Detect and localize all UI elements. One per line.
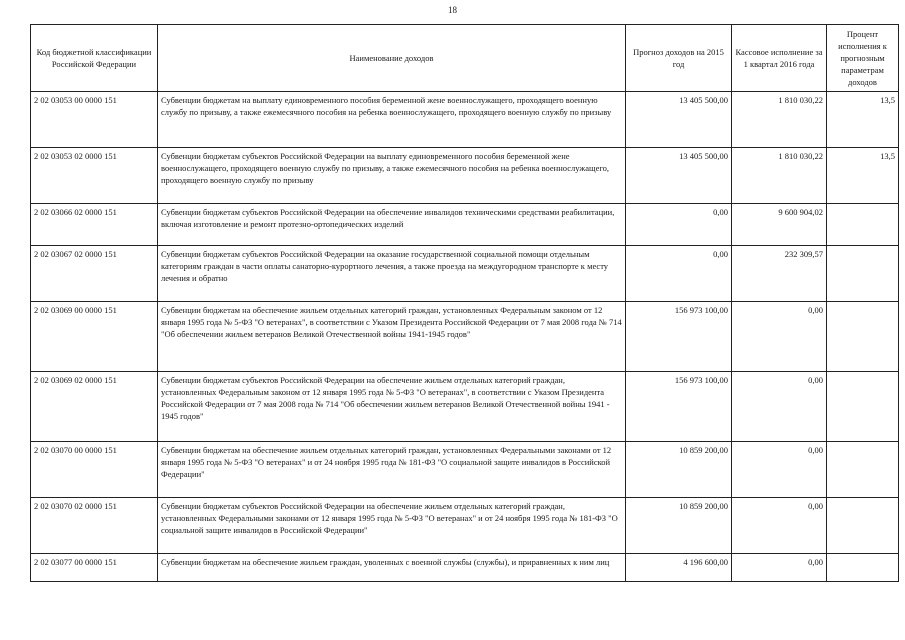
row-forecast: 10 859 200,00: [626, 442, 732, 498]
row-forecast: 13 405 500,00: [626, 148, 732, 204]
table-row: [31, 204, 899, 246]
table-row: [31, 246, 899, 302]
row-name: Субвенции бюджетам на обеспечение жильем граждан, уволенных с военной службы (службы), и приравненных к ним лиц: [158, 554, 626, 582]
table-row: [31, 498, 899, 554]
row-execution: 232 309,57: [732, 246, 827, 302]
row-execution: 9 600 904,02: [732, 204, 827, 246]
header-forecast: Прогноз доходов на 2015 год: [626, 25, 732, 92]
table-row: [31, 554, 899, 582]
row-forecast: 10 859 200,00: [626, 498, 732, 554]
table-row: [31, 372, 899, 442]
row-forecast: 13 405 500,00: [626, 92, 732, 148]
table-row: [31, 302, 899, 372]
row-execution: 1 810 030,22: [732, 92, 827, 148]
row-code: 2 02 03070 00 0000 151: [31, 442, 158, 498]
row-name: Субвенции бюджетам субъектов Российской Федерации на обеспечение жильем отдельных категорий граждан, установленных Федеральным законом от 12 января 1995 года № 5-ФЗ "О ветеранах", в соответствии с Указом Президента Российской Федерации от 7 мая 2008 года № 714 "Об обеспечении жильем ветеранов Великой Отечественной войны 1941 - 1945 годов": [158, 372, 626, 442]
row-forecast: 0,00: [626, 204, 732, 246]
row-code: 2 02 03053 00 0000 151: [31, 92, 158, 148]
row-forecast: 4 196 600,00: [626, 554, 732, 582]
row-percent: [827, 442, 899, 498]
row-name: Субвенции бюджетам на обеспечение жильем отдельных категорий граждан, установленных Федеральными законами от 12 января 1995 года № 5-ФЗ "О ветеранах" и от 24 ноября 1995 года № 181-ФЗ "О социальной защите инвалидов в Российской Федерации": [158, 442, 626, 498]
row-execution: 0,00: [732, 554, 827, 582]
row-name: Субвенции бюджетам субъектов Российской Федерации на обеспечение инвалидов техническими средствами реабилитации, включая изготовление и ремонт протезно-ортопедических изделий: [158, 204, 626, 246]
row-code: 2 02 03053 02 0000 151: [31, 148, 158, 204]
row-forecast: 156 973 100,00: [626, 372, 732, 442]
row-percent: [827, 498, 899, 554]
row-name: Субвенции бюджетам субъектов Российской Федерации на выплату единовременного пособия беременной жене военнослужащего, проходящего военную службу по призыву, а также ежемесячного пособия на ребенка военнослужащего, проходящего военную службу по призыву: [158, 148, 626, 204]
row-name: Субвенции бюджетам на выплату единовременного пособия беременной жене военнослужащего, проходящего военную службу по призыву, а также ежемесячного пособия на ребенка военнослужащего, проходящего военную службу по призыву: [158, 92, 626, 148]
row-code: 2 02 03069 02 0000 151: [31, 372, 158, 442]
row-percent: [827, 372, 899, 442]
row-code: 2 02 03077 00 0000 151: [31, 554, 158, 582]
row-percent: 13,5: [827, 92, 899, 148]
row-code: 2 02 03070 02 0000 151: [31, 498, 158, 554]
row-percent: 13,5: [827, 148, 899, 204]
row-name: Субвенции бюджетам субъектов Российской Федерации на оказание государственной социальной помощи отдельным категориям граждан в части оплаты санаторно-курортного лечения, а также проезда на междугородном транспорте к месту лечения и обратно: [158, 246, 626, 302]
row-execution: 0,00: [732, 498, 827, 554]
row-percent: [827, 246, 899, 302]
table-row: [31, 92, 899, 148]
header-execution: Кассовое исполнение за 1 квартал 2016 года: [732, 25, 827, 92]
row-forecast: 156 973 100,00: [626, 302, 732, 372]
row-percent: [827, 554, 899, 582]
page-number: 18: [448, 5, 457, 15]
header-code: Код бюджетной классификации Российской Федерации: [31, 25, 158, 92]
row-code: 2 02 03066 02 0000 151: [31, 204, 158, 246]
row-percent: [827, 204, 899, 246]
row-percent: [827, 302, 899, 372]
row-code: 2 02 03069 00 0000 151: [31, 302, 158, 372]
row-forecast: 0,00: [626, 246, 732, 302]
row-execution: 0,00: [732, 372, 827, 442]
row-execution: 1 810 030,22: [732, 148, 827, 204]
row-name: Субвенции бюджетам субъектов Российской Федерации на обеспечение жильем отдельных категорий граждан, установленных Федеральными законами от 12 января 1995 года № 5-ФЗ "О ветеранах" и от 24 ноября 1995 года № 181-ФЗ "О социальной защите инвалидов в Российской Федерации": [158, 498, 626, 554]
table-row: [31, 148, 899, 204]
header-percent: Процент исполнения к прогнозным параметрам доходов: [827, 25, 899, 92]
table-row: [31, 442, 899, 498]
row-code: 2 02 03067 02 0000 151: [31, 246, 158, 302]
row-name: Субвенции бюджетам на обеспечение жильем отдельных категорий граждан, установленных Федеральным законом от 12 января 1995 года № 5-ФЗ "О ветеранах", в соответствии с Указом Президента Российской Федерации от 7 мая 2008 года № 714 "Об обеспечении жильем ветеранов Великой Отечественной войны 1941-1945 годов": [158, 302, 626, 372]
table-header-row: [31, 25, 899, 92]
row-execution: 0,00: [732, 302, 827, 372]
row-execution: 0,00: [732, 442, 827, 498]
header-name: Наименование доходов: [158, 25, 626, 92]
revenue-table: [30, 24, 899, 582]
